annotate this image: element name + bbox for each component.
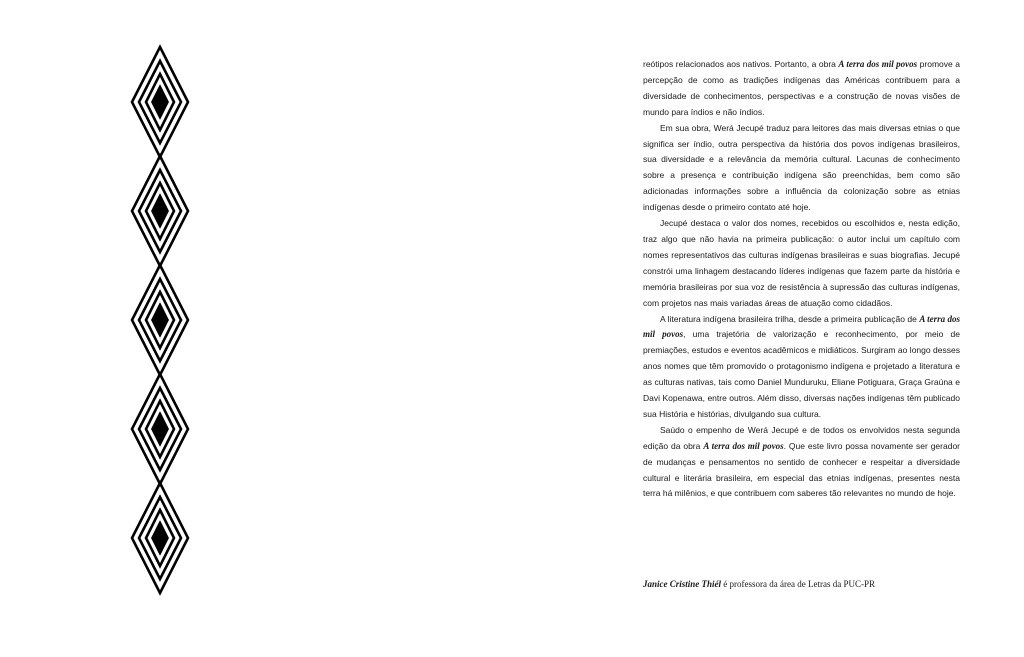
- diamond-outline: [153, 196, 168, 226]
- paragraph-4: A literatura indígena brasileira trilha, desde a primeira publicação de A terra dos mil povos, uma trajetória de valorização e reconhecimento, por meio de premiações, estudos e eventos acadêmicos e midiáticos. Surgiram ao longo desses anos nomes que têm promovido o protagonismo indígena e projetado a literatura e as culturas nativas, tais como Daniel Munduruku, Eliane Potiguara, Graça Graúna e Davi Kopenawa, entre outros. Além disso, diversas nações indígenas têm publicado sua História e histórias, divulgando sua cultura.: [643, 313, 961, 419]
- author-role: é professora da área de Letras da PUC-PR: [721, 579, 875, 589]
- diamond-outline: [153, 414, 168, 444]
- diamond-outline: [153, 523, 168, 553]
- diamond-outline: [153, 87, 168, 117]
- diamond-outline: [153, 305, 168, 335]
- diamond-motif-icon: [132, 265, 188, 375]
- author-signature: [643, 578, 983, 590]
- diamond-motif-icon: [132, 156, 188, 266]
- indigenous-diamond-motif-icon: [128, 44, 192, 596]
- paragraph-3: Jecupé destaca o valor dos nomes, recebidos ou escolhidos e, nesta edição, traz algo que não havia na primeira publicação: o autor inclui um capítulo com nomes representativos das culturas indígenas brasileiras e suas biografias. Jecupé constrói uma linhagem destacando líderes indígenas que fazem parte da história e memória brasileiras por sua voz de resistência à supressão das culturas indígenas, com projetos nas mais variadas áreas de atuação como cidadãos.: [643, 218, 960, 308]
- paragraph-1: reótipos relacionados aos nativos. Portanto, a obra A terra dos mil povos promove a percepção de como as tradições indígenas das Américas contribuem para a diversidade de conhecimentos, perspectivas e a construção de novas visões de mundo para índios e não índios.: [643, 59, 960, 117]
- diamond-motif-icon: [132, 374, 188, 484]
- diamond-motif-icon: [132, 47, 188, 157]
- paragraph-2: Em sua obra, Werá Jecupé traduz para leitores das mais diversas etnias o que significa ser índio, outra perspectiva da história dos povos indígenas brasileiros, sua diversidade e a relevância da memória cultural. Lacunas de conhecimento sobre a presença e contribuição indígena são preenchidas, bem como são adicionadas informações sobre a influência da colonização sobre as etnias indígenas desde o primeiro contato até hoje.: [643, 122, 960, 213]
- book-title: A terra dos mil povos: [838, 59, 918, 69]
- essay-text: [643, 57, 960, 502]
- diamond-motif-icon: [132, 483, 188, 593]
- author-name: Janice Cristine Thiél: [643, 579, 722, 589]
- paragraph-5: Saúdo o empenho de Werá Jecupé e de todos os envolvidos nesta segunda edição da obra A terra dos mil povos. Que este livro possa novamente ser gerador de mudanças e pensamentos no sentido de conhecer e respeitar a diversidade cultural e literária brasileira, em especial das etnias indígenas, presentes nesta terra há milênios, e que contribuem com saberes tão relevantes no mundo de hoje.: [643, 424, 961, 499]
- book-title: A terra dos mil povos: [643, 313, 960, 340]
- book-title: A terra dos mil povos: [703, 440, 784, 451]
